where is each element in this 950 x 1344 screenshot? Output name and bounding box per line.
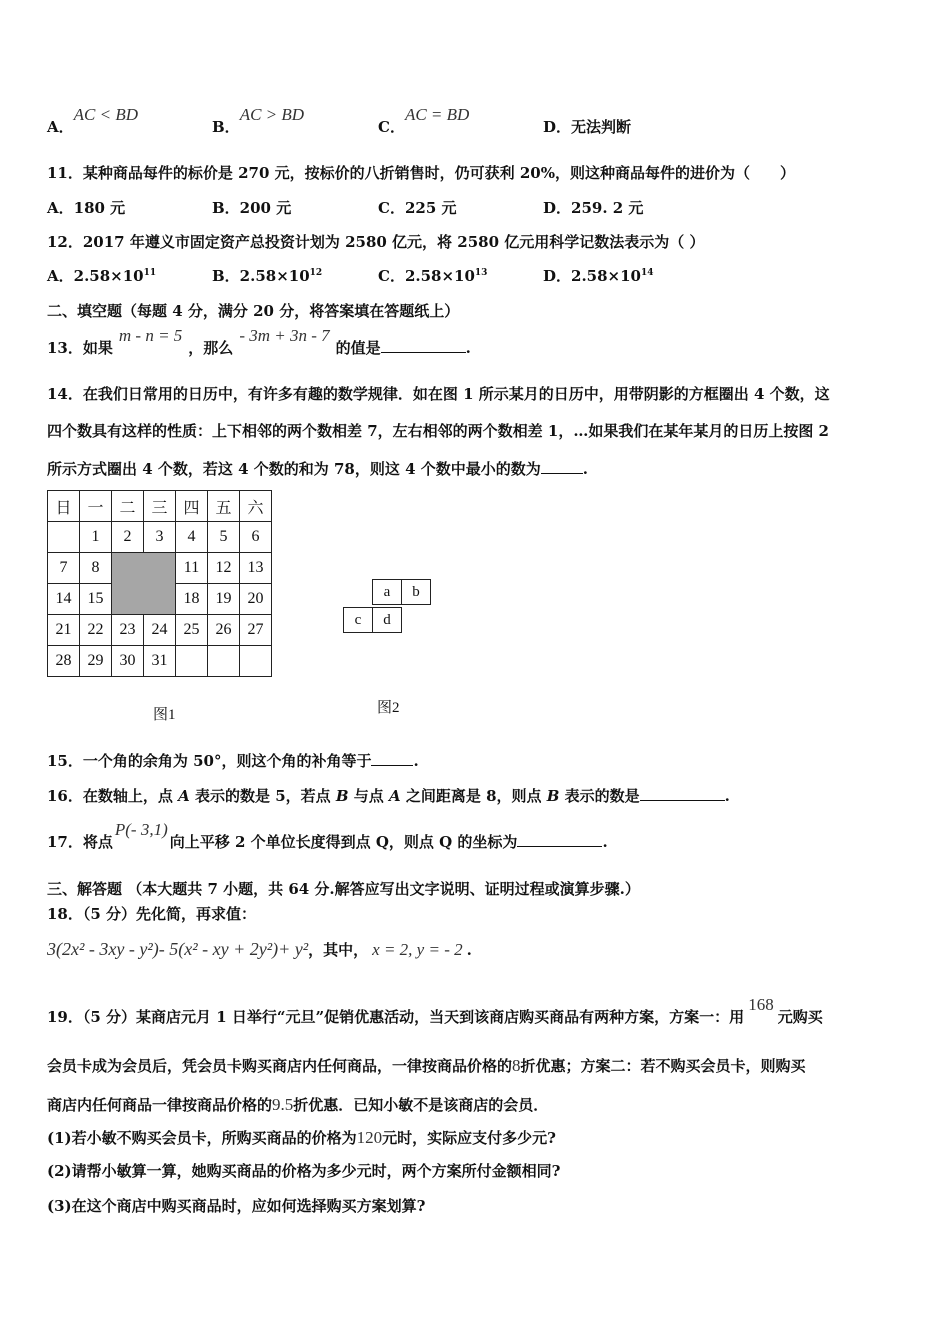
calendar-cell: 五 [208,491,240,522]
q16-text: 16．在数轴上，点 A 表示的数是 5，若点 B 与点 A 之间距离是 8，则点 B 表示的数是 . [47,787,730,805]
calendar-cell: 二 [112,491,144,522]
calendar-cell: 31 [144,646,176,677]
calendar-cell: 24 [144,615,176,646]
q10-option-d: D．无法判断 [543,118,632,136]
calendar-cell: 3 [144,522,176,553]
q11-option-a: A．180 元 [47,199,126,217]
calendar-cell: 30 [112,646,144,677]
q14-answer-blank[interactable] [541,459,583,474]
figure-1-caption: 图1 [153,707,176,723]
q12-option-b: B．$2.58\times 10^{12}$ [212,267,323,285]
calendar-cell: 三 [144,491,176,522]
figure-2-cell-a: a [373,580,402,605]
q12-option-d: D．$2.58\times 10^{14}$ [543,267,654,285]
calendar-cell: 20 [240,584,272,615]
calendar-cell: 28 [48,646,80,677]
section2-title: 二、填空题（每题 4 分，满分 20 分，将答案填在答题纸上） [47,302,460,320]
q16-answer-blank[interactable] [640,786,725,801]
q17-answer-blank[interactable] [517,832,602,847]
q11-option-b: B．200 元 [212,199,292,217]
q13-text: 13．如果m - n = 5，那么- 3m + 3n - 7的值是 . [47,326,471,357]
calendar-cell: 12 [208,553,240,584]
calendar-cell: 27 [240,615,272,646]
q15-answer-blank[interactable] [371,751,413,766]
q12-text: 12．2017 年遵义市固定资产总投资计划为 2580 亿元，将 2580 亿元用科学记数法表示为（ ） [47,233,705,251]
q19-line1: 19．（5 分）某商店元月 1 日举行“元旦”促销优惠活动，当天到该商店购买商品有两种方案，方案一：用168元购买 [47,995,823,1026]
q14-line2: 四个数具有这样的性质：上下相邻的两个数相差 7，左右相邻的两个数相差 1，…如果我们在某年某月的日历上按图 2 [47,422,829,440]
calendar-row [48,646,272,677]
q18-title: 18．（5 分）先化简，再求值： [47,905,257,923]
calendar-cell: 15 [80,584,112,615]
calendar-cell: 7 [48,553,80,584]
q14-line1: 14．在我们日常用的日历中，有许多有趣的数学规律．如在图 1 所示某月的日历中，用带阴影的方框圈出 4 个数，这 [47,385,830,403]
calendar-cell: 19 [208,584,240,615]
calendar-cell: 4 [176,522,208,553]
q11-option-d: D．259. 2 元 [543,199,644,217]
calendar-cell: 23 [112,615,144,646]
q15-text: 15．一个角的余角为 50°，则这个角的补角等于 . [47,752,419,770]
calendar-cell: 25 [176,615,208,646]
figure-2-cell-d: d [373,608,402,633]
q14-line3: 所示方式圈出 4 个数，若这 4 个数的和为 78，则这 4 个数中最小的数为 . [47,460,588,478]
calendar-cell: 14 [48,584,80,615]
q19-line3: 商店内任何商品一律按商品价格的9.5折优惠．已知小敏不是该商店的会员． [47,1095,549,1114]
q19-subquestion-2: (2)请帮小敏算一算，她购买商品的价格为多少元时，两个方案所付金额相同? [47,1162,561,1180]
q19-subquestion-3: (3)在这个商店中购买商品时，应如何选择购买方案划算? [47,1197,426,1215]
q18-expression: 3(2x² - 3xy - y²)- 5(x² - xy + 2y²)+ y²，其中， x = 2, y = - 2 . [47,939,472,959]
q12-option-a: A．$2.58\times 10^{11}$ [47,267,157,285]
calendar-cell: 2 [112,522,144,553]
calendar-cell: 11 [176,553,208,584]
q11-text: 11．某种商品每件的标价是 270 元，按标价的八折销售时，仍可获利 20%，则这种商品每件的进价为（ ） [47,164,795,182]
figure-2-caption: 图2 [377,700,400,716]
calendar-cell: 22 [80,615,112,646]
figure-2-cell-c: c [344,608,373,633]
calendar-cell: 29 [80,646,112,677]
calendar-row [48,615,272,646]
q12-option-c: C．$2.58\times 10^{13}$ [378,267,488,285]
q10-option-a: A．AC < BD [47,105,138,136]
calendar-cell [208,646,240,677]
calendar-row [48,522,272,553]
q19-subquestion-1: (1)若小敏不购买会员卡，所购买商品的价格为120元时，实际应支付多少元? [47,1128,556,1147]
calendar-cell: 日 [48,491,80,522]
calendar-cell [48,522,80,553]
calendar-header-row [48,491,272,522]
calendar-row [48,553,272,584]
q17-text: 17．将点P(- 3,1)向上平移 2 个单位长度得到点 Q，则点 Q 的坐标为 . [47,820,608,851]
calendar-cell: 5 [208,522,240,553]
calendar-cell: 六 [240,491,272,522]
calendar-cell: 21 [48,615,80,646]
calendar-cell: 26 [208,615,240,646]
calendar-cell: 四 [176,491,208,522]
q10-option-b: B．AC > BD [212,105,305,136]
figure-2-bottom-row [343,607,402,633]
calendar-cell [240,646,272,677]
q13-answer-blank[interactable] [381,338,466,353]
figure-2-top-row [372,579,431,605]
q19-line2: 会员卡成为会员后，凭会员卡购买商店内任何商品，一律按商品价格的8折优惠；方案二：若不购买会员卡，则购买 [47,1056,806,1075]
calendar-cell: 13 [240,553,272,584]
q11-option-c: C．225 元 [378,199,457,217]
section3-title: 三、解答题 （本大题共 7 小题，共 64 分.解答应写出文字说明、证明过程或演算步骤.） [47,880,640,898]
figure-2-cell-b: b [402,580,431,605]
calendar-cell: 8 [80,553,112,584]
shaded-selection-box [112,553,176,615]
calendar-cell: 1 [80,522,112,553]
calendar-cell: 6 [240,522,272,553]
calendar-cell: 一 [80,491,112,522]
calendar-figure-1 [47,490,272,677]
q10-option-c: C．AC = BD [378,105,470,136]
calendar-cell [176,646,208,677]
calendar-cell: 18 [176,584,208,615]
